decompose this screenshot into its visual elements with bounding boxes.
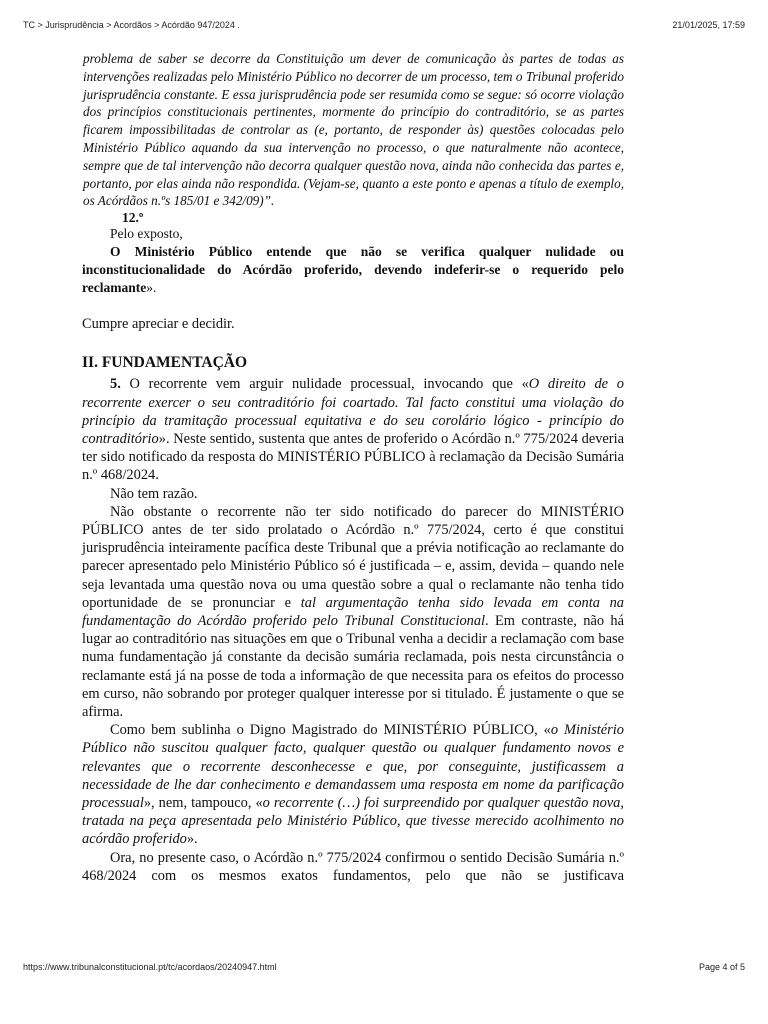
- paragraph-5-text-b: ». Neste sentido, sustenta que antes de proferido o Acórdão n.º 775/2024 deveria ter sido notificado da resposta do MINISTÉRIO PÚBLICO à reclamação da Decisão Sumária n.º 468/2024.: [82, 430, 624, 484]
- mp-conclusion-bold: O Ministério Público entende que não se verifica qualquer nulidade ou inconstitucionalidade do Acórdão proferido, devendo indeferir-se o requerido pelo reclamante: [82, 244, 624, 296]
- document-body: [82, 50, 624, 885]
- paragraph-5-quote: O direito de o recorrente exercer o seu contraditório foi coartado. Tal facto constitui uma violação do princípio da tramitação processual equitativa e do seu corolário lógico - princípio do contraditório: [82, 376, 624, 447]
- paragraph-5: [82, 375, 624, 484]
- como-italic-2: o recorrente (…) foi surpreendido por qualquer questão nova, tratada na peça apresentada pelo Ministério Público, que tivesse merecido acolhimento no acórdão proferido: [82, 795, 624, 848]
- nao-obstante-text-b: . Em contraste, não há lugar ao contraditório nas situações em que o Tribunal venha a decidir a reclamação com base numa fundamentação já constante da decisão sumária reclamada, pois nesta circunstância o reclamante está já na posse de toda a informação de que necessita para os efeitos do processo em curso, não sobrando por proteger qualquer interesse por si titulado. É justamente o que se afirma.: [82, 613, 624, 721]
- paragraph-5-text-a: O recorrente vem arguir nulidade processual, invocando que «: [120, 376, 529, 393]
- como-text-b: », nem, tampouco, «: [143, 795, 263, 812]
- cumpre-apreciar: Cumpre apreciar e decidir.: [82, 316, 235, 333]
- breadcrumb: TC > Jurisprudência > Acordãos > Acórdão 947/2024 .: [23, 20, 240, 30]
- print-datetime: 21/01/2025, 17:59: [672, 20, 745, 30]
- nao-tem-razao: Não tem razão.: [110, 485, 198, 502]
- como-text-a: Como bem sublinha o Digno Magistrado do MINISTÉRIO PÚBLICO, «: [110, 722, 551, 739]
- quoted-jurisprudence: problema de saber se decorre da Constituição um dever de comunicação às partes de todas as intervenções realizadas pelo Ministério Público no decorrer de um processo, tem o Tribunal proferido jurisprudência constante. E essa jurisprudência pode ser resumida como se segue: só ocorre violação dos princípios constitucionais pertinentes, mormente do princípio do contraditório, se as partes ficarem impossibilitadas de controlar as (e, portanto, de responder às) questões colocadas pelo Ministério Público aquando da sua intervenção no processo, o que naturalmente não acontece, sempre que de tal intervenção não decorra qualquer questão nova, ainda não conhecida das partes e, portanto, por elas ainda não respondida. (Vejam-se, quanto a este ponto e apenas a título de exemplo, os Acórdãos n.ºs 185/01 e 342/09)”.: [83, 51, 624, 209]
- paragraph-number-12: 12.º: [122, 210, 144, 226]
- como-italic-1: o Ministério Público não suscitou qualquer facto, qualquer questão ou qualquer fundamento novos e relevantes que o recorrente desconhecesse e que, por conseguinte, justificassem a necessidade de lhe dar conhecimento e demandassem uma resposta em nome da parificação processual: [82, 722, 624, 812]
- page-url: https://www.tribunalconstitucional.pt/tc/acordaos/20240947.html: [23, 962, 277, 972]
- paragraph-5-number: 5.: [110, 376, 121, 393]
- mp-conclusion: [82, 243, 624, 297]
- paragraph-ora: Ora, no presente caso, o Acórdão n.º 775/2024 confirmou o sentido Decisão Sumária n.º 468/2024 com os mesmos exatos fundamentos, pelo que não se justificava: [82, 849, 624, 884]
- print-header: [23, 20, 745, 30]
- pelo-exposto: Pelo exposto,: [110, 226, 183, 242]
- nao-obstante-text-a: Não obstante o recorrente não ter sido notificado do parecer do MINISTÉRIO PÚBLICO antes de ter sido prolatado o Acórdão n.º 775/2024, certo é que constitui jurisprudência inteiramente pacífica deste Tribunal que a prévia notificação ao reclamante do parecer apresentado pelo Ministério Público só é justificada – e, assim, devida – quando nele seja levantada uma questão nova ou uma questão sobre a qual o reclamante não tenha tido oportunidade de se pronunciar e: [82, 503, 624, 611]
- section-title-fundamentacao: II. FUNDAMENTAÇÃO: [82, 354, 248, 372]
- print-footer: [23, 962, 745, 972]
- paragraph-nao-obstante: [82, 503, 624, 721]
- como-text-c: ».: [186, 831, 198, 848]
- page-number: Page 4 of 5: [698, 962, 745, 972]
- paragraph-como-bem: [82, 721, 624, 848]
- nao-obstante-italic: tal argumentação tenha sido levada em conta na fundamentação do Acórdão proferido pelo Tribunal Constitucional: [82, 594, 624, 630]
- mp-conclusion-tail: ».: [146, 280, 157, 296]
